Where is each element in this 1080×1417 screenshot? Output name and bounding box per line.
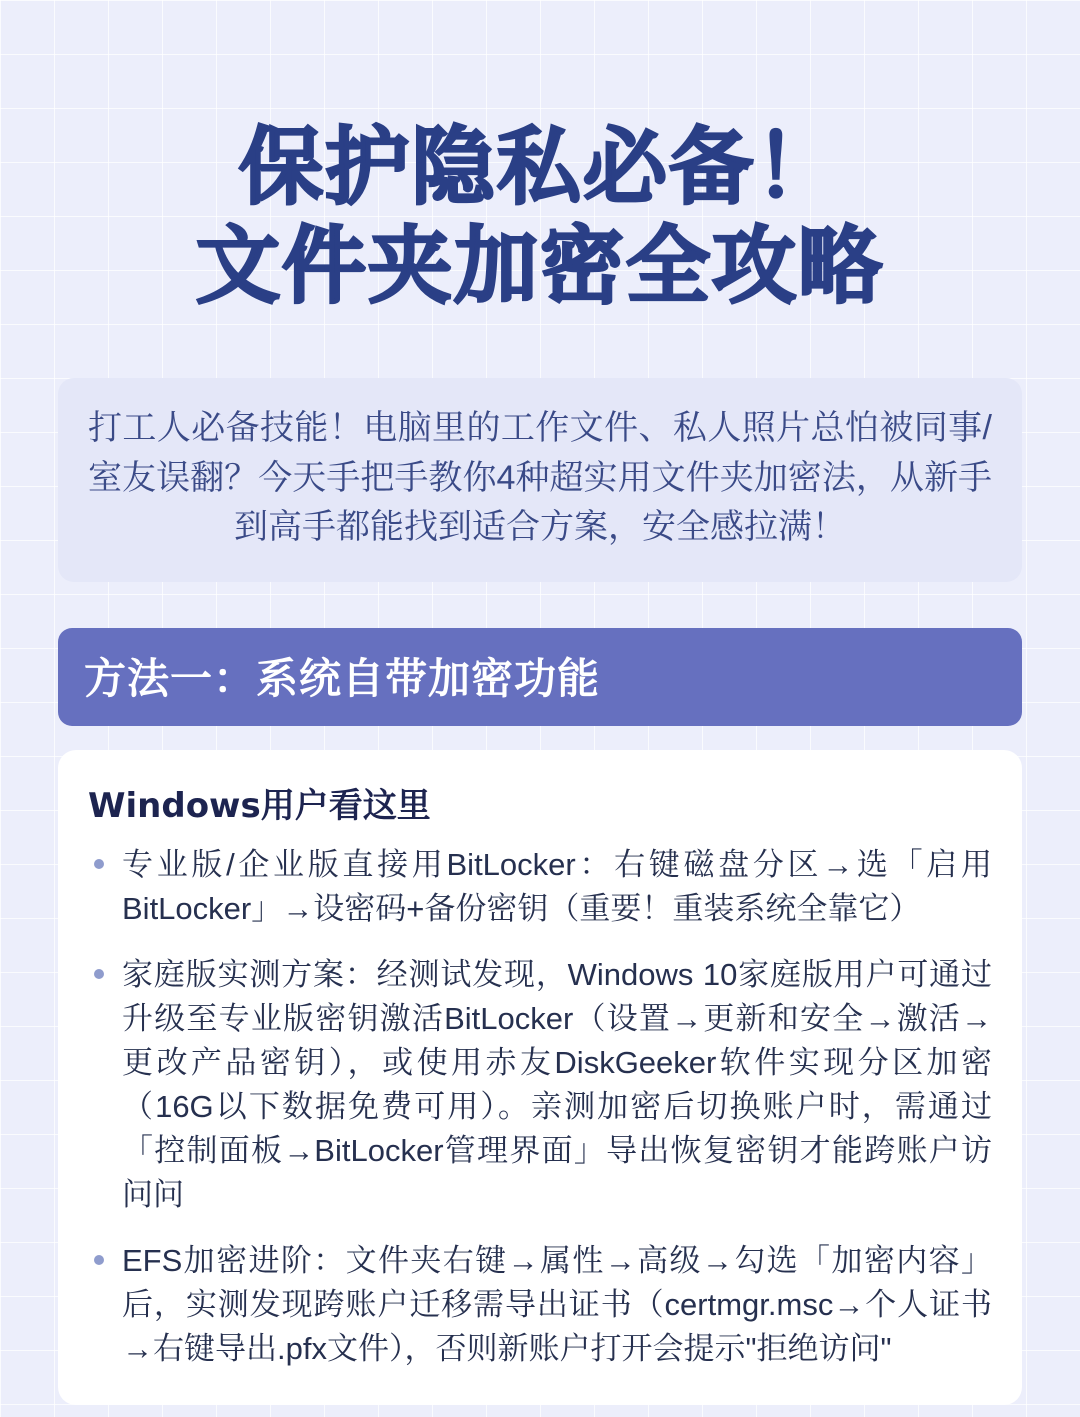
card-title: Windows用户看这里 xyxy=(88,786,431,827)
list-item xyxy=(88,1239,992,1371)
title-line-2: 文件夹加密全攻略 xyxy=(195,217,884,316)
section-heading-bar xyxy=(58,628,1022,726)
bullet-dot-icon xyxy=(94,859,104,869)
intro-box xyxy=(58,378,1022,582)
bullet-dot-icon xyxy=(94,1255,104,1265)
poster-content xyxy=(28,26,1052,1391)
bullet-dot-icon xyxy=(94,969,104,979)
list-item-text: 专业版/企业版直接用BitLocker：右键磁盘分区→选「启用BitLocker」→设密码+备份密钥（重要！重装系统全靠它） xyxy=(122,847,992,927)
section-heading-text: 方法一：系统自带加密功能 xyxy=(84,654,601,704)
bullet-list xyxy=(88,843,992,1371)
page-title xyxy=(58,26,1022,316)
list-item xyxy=(88,953,992,1217)
list-item-text: EFS加密进阶：文件夹右键→属性→高级→勾选「加密内容」后，实测发现跨账户迁移需导出证书（certmgr.msc→个人证书→右键导出.pfx文件），否则新账户打开会提示"拒绝访问" xyxy=(122,1243,992,1367)
method-card xyxy=(58,750,1022,1405)
intro-text: 打工人必备技能！电脑里的工作文件、私人照片总怕被同事/室友误翻？今天手把手教你4种超实用文件夹加密法，从新手到高手都能找到适合方案，安全感拉满！ xyxy=(88,409,992,546)
list-item-text: 家庭版实测方案：经测试发现，Windows 10家庭版用户可通过升级至专业版密钥激活BitLocker（设置→更新和安全→激活→更改产品密钥），或使用赤友DiskGeeker软件实现分区加密（16G以下数据免费可用）。亲测加密后切换账户时，需通过「控制面板→BitLocker管理界面」导出恢复密钥才能跨账户访问问 xyxy=(122,957,992,1213)
list-item xyxy=(88,843,992,931)
title-line-1: 保护隐私必备！ xyxy=(238,118,841,216)
